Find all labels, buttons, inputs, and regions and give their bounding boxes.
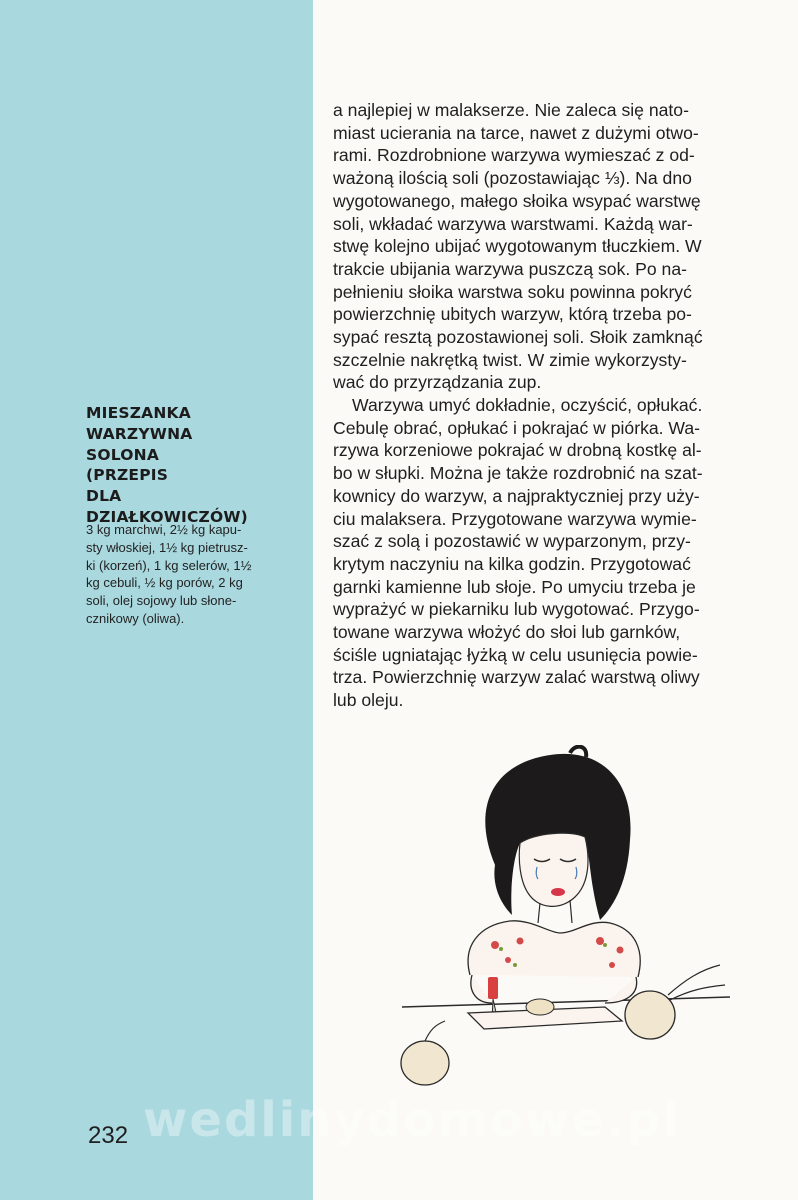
paragraph-line: ściśle ugniatając łyżką w celu usunięcia powie- (333, 644, 698, 665)
paragraph-line: wygotowanego, małego słoika wsypać warstwę (333, 190, 701, 211)
recipe-title (86, 403, 301, 528)
ingredients-line: kg cebuli, ½ kg porów, 2 kg (86, 575, 243, 591)
paragraph-line: soli, wkładać warzywa warstwami. Każdą war- (333, 213, 693, 234)
paragraph-line: trza. Powierzchnię warzyw zalać warstwą oliwy (333, 667, 700, 688)
paragraph-line: garnki kamienne lub słoje. Po umyciu trzeba je (333, 576, 696, 597)
paragraph-continued (333, 99, 747, 394)
paragraph-line: lub oleju. (333, 690, 404, 711)
paragraph-line: rzywa korzeniowe pokrajać w drobną kostkę al- (333, 440, 702, 461)
recipe-instructions (333, 394, 747, 712)
paragraph-line: szczelnie nakrętką twist. W zimie wykorzysty- (333, 349, 687, 370)
recipe-title-line: SOLONA (86, 445, 160, 464)
recipe-title-line: DZIAŁKOWICZÓW) (86, 507, 248, 526)
paragraph-line: wyprażyć w piekarniku lub wygotować. Przygo- (333, 599, 700, 620)
paragraph-line: krytym naczyniu na kilka godzin. Przygotować (333, 553, 691, 574)
page-number: 232 (88, 1122, 129, 1149)
paragraph-line: ciu malaksera. Przygotowane warzywa wymie- (333, 508, 697, 529)
paragraph-line: towane warzywa włożyć do słoi lub garnków, (333, 622, 681, 643)
watermark-text: wedlinydomowe.pl (143, 1092, 681, 1148)
paragraph-line: rami. Rozdrobnione warzywa wymieszać z od- (333, 145, 695, 166)
recipe-title-line: MIESZANKA (86, 404, 191, 422)
ingredients-line: ki (korzeń), 1 kg selerów, 1½ (86, 557, 252, 573)
paragraph-line: stwę kolejno ubijać wygotowanym tłuczkiem. W (333, 236, 702, 257)
paragraph-line: Warzywa umyć dokładnie, oczyścić, opłukać. (352, 395, 703, 415)
woman-cutting-onion-illustration (400, 745, 730, 1090)
ingredients-line: soli, olej sojowy lub słone- (86, 593, 237, 609)
ingredients-line: 3 kg marchwi, 2½ kg kapu- (86, 522, 242, 537)
paragraph-line: pełnieniu słoika warstwa soku powinna pokryć (333, 281, 692, 302)
paragraph-line: kownicy do warzyw, a najpraktyczniej przy uży- (333, 485, 700, 506)
recipe-title-line: DLA (86, 487, 122, 506)
recipe-title-line: WARZYWNA (86, 424, 193, 443)
paragraph-line: trakcie ubijania warzywa puszczą sok. Po na- (333, 258, 687, 279)
paragraph-line: wać do przyrządzania zup. (333, 372, 542, 393)
ingredients-line: sty włoskiej, 1½ kg pietrusz- (86, 539, 248, 555)
paragraph-line: Cebulę obrać, opłukać i pokrajać w piórka. Wa- (333, 417, 701, 438)
paragraph-line: bo w słupki. Można je także rozdrobnić na szat- (333, 463, 703, 484)
paragraph-line: ważoną ilością soli (pozostawiając ⅓). Na dno (333, 168, 692, 189)
paragraph-line: szać z solą i pozostawić w wyparzonym, przy- (333, 531, 691, 552)
paragraph-line: sypać resztą pozostawionej soli. Słoik zamknąć (333, 327, 703, 348)
ingredients-line: cznikowy (oliwa). (86, 610, 185, 626)
paragraph-line: powierzchnię ubitych warzyw, którą trzeba po- (333, 304, 692, 325)
paragraph-line: a najlepiej w malakserze. Nie zaleca się nato- (333, 100, 689, 120)
ingredients-list (86, 521, 289, 628)
sidebar-panel (0, 0, 313, 1200)
recipe-title-line: (PRZEPIS (86, 466, 169, 485)
paragraph-line: miast ucierania na tarce, nawet z dużymi otwo- (333, 122, 699, 143)
